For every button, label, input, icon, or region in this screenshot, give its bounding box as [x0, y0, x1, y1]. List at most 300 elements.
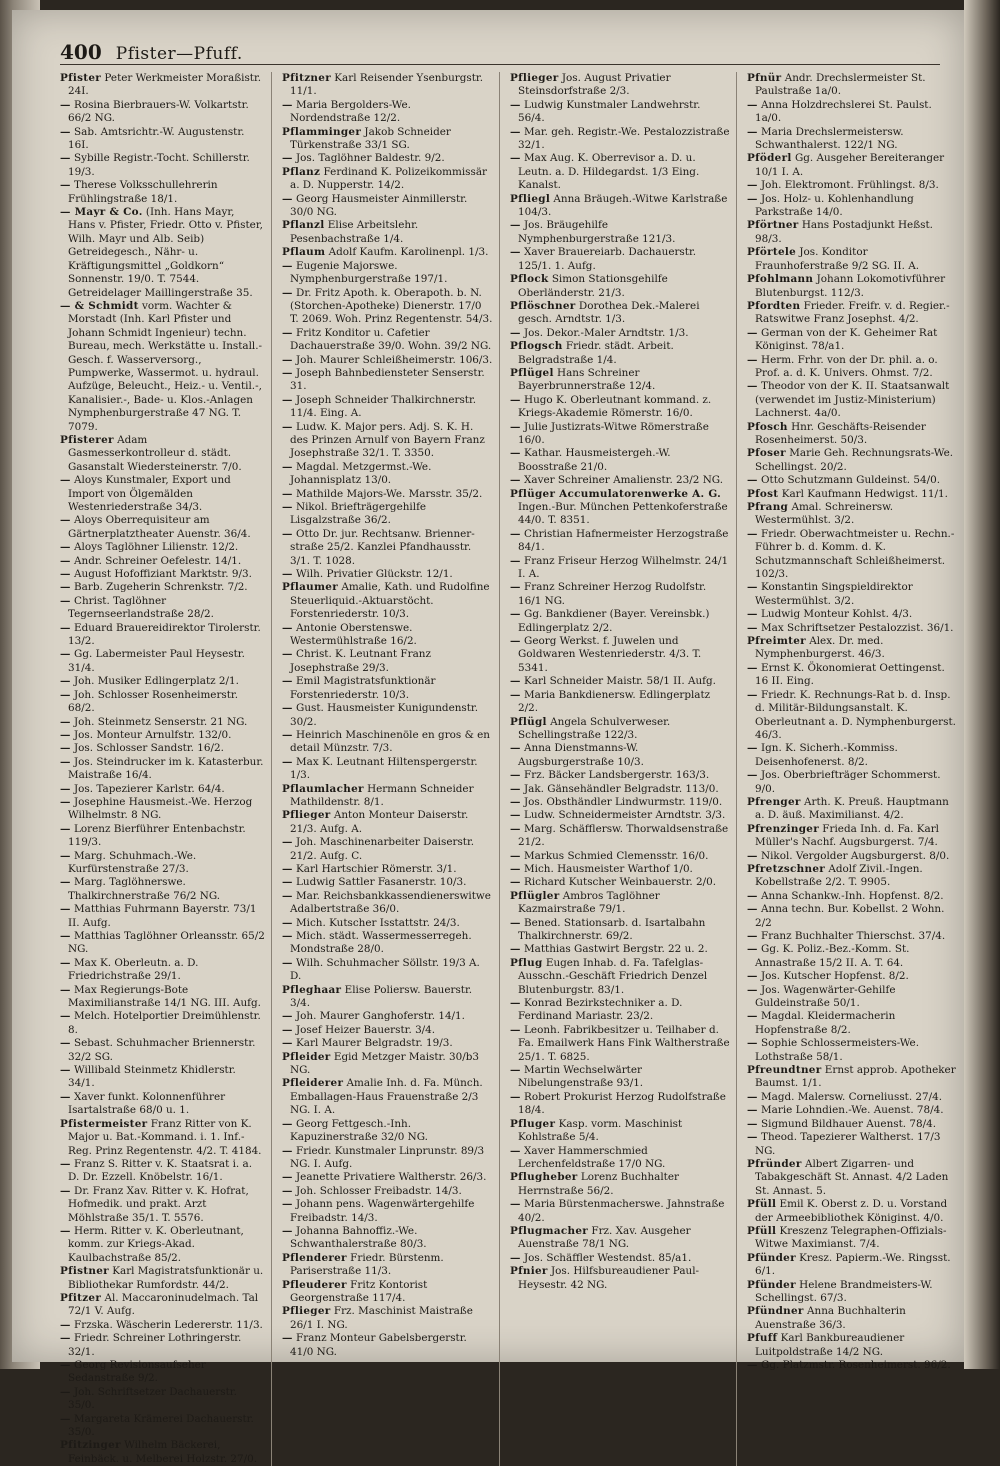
- directory-entry: [747, 488, 961, 501]
- entry-text: Max Schriftsetzer Pestalozzist. 36/1.: [761, 621, 954, 634]
- entry-text: Christian Hafnermeister Herzogstraße 84/1.: [518, 527, 729, 554]
- entry-surname: —: [510, 849, 521, 862]
- entry-text: Friedr. städt. Arbeit. Belgradstraße 1/4.: [518, 340, 674, 366]
- entry-text: Markus Schmied Clemensstr. 16/0.: [524, 849, 709, 862]
- entry-surname: —: [60, 1385, 71, 1398]
- entry-surname: —: [510, 916, 521, 929]
- entry-surname: Pförtner: [747, 219, 799, 232]
- entry-surname: —: [510, 1023, 521, 1036]
- entry-text: Karl Reisender Ysenburgstr. 11/1.: [290, 72, 484, 98]
- entry-surname: —: [747, 353, 758, 366]
- entry-surname: —: [282, 487, 293, 500]
- directory-entry: [510, 1198, 730, 1225]
- entry-text: Anton Monteur Daiserstr. 21/3. Aufg. A.: [290, 809, 469, 835]
- directory-entry: [510, 581, 730, 608]
- entry-text: Wilhelm Bäckerei, Feinbäck. u. Melberei Holzstr. 27/0.: [68, 1439, 258, 1465]
- directory-entry: [510, 246, 730, 273]
- directory-entry: [747, 1225, 961, 1252]
- entry-surname: —: [60, 903, 71, 916]
- directory-entry: [282, 581, 493, 621]
- entry-text: Max K. Oberleutn. a. D. Friedrichstraße 29/1.: [68, 956, 199, 983]
- entry-text: Amalie, Kath. und Rudolfine Steuerliquid.-Aktuarstöcht. Forstenriederstr. 10/3.: [290, 581, 490, 621]
- entry-text: Wilh. Schuhmacher Söllstr. 19/3 A. D.: [290, 956, 480, 983]
- directory-entry: [747, 327, 961, 354]
- entry-text: Joh. Elektromont. Frühlingst. 8/3.: [761, 179, 939, 192]
- entry-surname: Pfreundtner: [747, 1064, 822, 1077]
- entry-surname: —: [282, 192, 293, 205]
- entry-text: Jos. Hilfsbureaudiener Paul-Heysestr. 42 NG.: [518, 1265, 700, 1291]
- entry-surname: —: [60, 1010, 71, 1023]
- entry-text: Dorothea Dek.-Malerei gesch. Arndtstr. 1/3.: [518, 299, 700, 326]
- entry-text: Ludw. K. Major pers. Adj. S. K. H. des Prinzen Arnulf von Bayern Franz Josephstraße 32/1. T. 3350.: [290, 420, 485, 460]
- entry-surname: —: [282, 326, 293, 339]
- entry-text: Kathar. Hausmeistergeh.-W. Boosstraße 21/0.: [518, 447, 671, 473]
- directory-entry: [747, 930, 961, 943]
- entry-surname: Pflug: [510, 956, 543, 969]
- directory-entry: [510, 528, 730, 555]
- entry-surname: —: [282, 366, 293, 379]
- entry-surname: —: [747, 903, 758, 916]
- directory-entry: [747, 193, 961, 220]
- entry-text: Fritz Kontorist Georgenstraße 117/4.: [290, 1278, 428, 1304]
- entry-surname: Pförtele: [747, 246, 797, 259]
- directory-entry: [510, 1091, 730, 1118]
- directory-entry: [747, 421, 961, 448]
- directory-entry: [747, 742, 961, 769]
- entry-text: Theodor von der K. II. Staatsanwalt (verwendet im Justiz-Ministerium) Lachnerst. 4a/0.: [755, 380, 950, 420]
- directory-entry: [510, 635, 730, 675]
- entry-text: Ernst approb. Apotheker Baumst. 1/1.: [755, 1064, 956, 1090]
- entry-surname: —: [282, 527, 293, 540]
- entry-text: Wilh. Privatier Glückstr. 12/1.: [296, 568, 453, 581]
- entry-text: Hans Postadjunkt Heßst. 98/3.: [755, 219, 933, 245]
- entry-surname: —: [282, 259, 293, 272]
- entry-surname: Pfretzschner: [747, 862, 826, 875]
- entry-surname: —: [282, 728, 293, 741]
- directory-entry: [60, 1265, 265, 1292]
- directory-entry: [510, 850, 730, 863]
- entry-surname: —: [60, 930, 71, 942]
- directory-entry: [510, 1252, 730, 1265]
- directory-entry: [747, 152, 961, 179]
- entry-text: Gg. Platzmstr. Rosenheimerst. 96/2.: [761, 1359, 951, 1371]
- entry-text: Frzska. Wäscherin Ledererstr. 11/3.: [74, 1318, 263, 1331]
- entry-surname: —: [60, 98, 71, 111]
- entry-surname: —: [60, 554, 71, 567]
- directory-entry: [60, 675, 265, 688]
- entry-text: Leonh. Fabrikbesitzer u. Teilhaber d. Fa. Emailwerk Hans Fink Waltherstraße 25/1. T. 6825.: [518, 1023, 730, 1063]
- entry-text: Mar. geh. Registr.-We. Pestalozzistraße 32/1.: [518, 125, 730, 152]
- entry-surname: —: [747, 889, 758, 902]
- entry-surname: Pflieger: [510, 72, 559, 84]
- directory-entry: [510, 823, 730, 850]
- entry-text: Joh. Schlosser Freibadstr. 14/3.: [296, 1184, 462, 1197]
- directory-entry: [282, 1252, 493, 1279]
- entry-text: Alex. Dr. med. Nymphenburgerst. 46/3.: [755, 635, 885, 661]
- entry-text: Antonie Oberstenswe. Westermühlstraße 16/2.: [290, 621, 417, 648]
- directory-entry: [510, 474, 730, 487]
- entry-text: (Inh. Hans Mayr, Hans v. Pfister, Friedr. Otto v. Pfister, Wilh. Mayr und Alb. Seib) Getreidegesch., Nähr- u. Kräftigungsmittel „Goldkorn“ Sonnenstr. 19/0. T. 7544. Getreidelager Maillingerstraße 35.: [68, 206, 263, 299]
- entry-text: Jos. Dekor.-Maler Arndtstr. 1/3.: [524, 326, 689, 339]
- entry-surname: —: [282, 836, 293, 849]
- entry-text: Peter Werkmeister Moraßistr. 24I.: [68, 72, 262, 98]
- entry-surname: Pfitzer: [60, 1291, 102, 1304]
- entry-text: Bened. Stationsarb. d. Isartalbahn Thalkirchnerstr. 69/2.: [518, 916, 706, 942]
- directory-entry: [282, 367, 493, 394]
- directory-entry: [747, 380, 961, 420]
- entry-text: Eugen Inhab. d. Fa. Tafelglas-Ausschn.-Geschäft Friedrich Denzel Blutenburgstr. 83/1.: [518, 956, 708, 996]
- directory-entry: [282, 488, 493, 501]
- directory-entry: [60, 1158, 265, 1185]
- entry-text: Mich. städt. Wassermesserregeh. Mondstraße 28/0.: [290, 930, 472, 956]
- directory-entry: [510, 99, 730, 126]
- entry-surname: —: [60, 742, 71, 755]
- entry-surname: —: [60, 514, 71, 527]
- directory-entry: [60, 1292, 265, 1319]
- directory-entry: [510, 367, 730, 394]
- entry-surname: —: [510, 246, 521, 259]
- directory-entry: [60, 957, 265, 984]
- entry-text: Adam Gasmesserkontrolleur d. städt. Gasanstalt Wiedersteinerstr. 7/0.: [68, 433, 242, 473]
- entry-text: Aloys Oberrequisiteur am Gärtnerplatztheater Auenstr. 36/4.: [68, 514, 251, 540]
- entry-surname: —: [747, 983, 758, 996]
- directory-entry: [60, 555, 265, 568]
- entry-text: Xaver funkt. Kolonnenführer Isartalstraße 68/0 u. 1.: [68, 1090, 226, 1117]
- entry-text: Maria Bürstenmacherswe. Jahnstraße 40/2.: [518, 1198, 725, 1224]
- directory-entry: [510, 943, 730, 956]
- directory-entry: [282, 1279, 493, 1306]
- directory-entry: [60, 850, 265, 877]
- entry-text: Hugo K. Oberleutnant kommand. z. Kriegs-Akademie Römerstr. 16/0.: [518, 393, 712, 420]
- directory-entry: [747, 246, 961, 273]
- entry-surname: —: [510, 675, 521, 688]
- directory-entry: [282, 246, 493, 259]
- entry-surname: —: [747, 326, 758, 339]
- directory-entry: [747, 984, 961, 1011]
- entry-text: Hans Schreiner Bayerbrunnerstraße 12/4.: [518, 366, 656, 393]
- directory-entry: [747, 126, 961, 153]
- directory-entry: [510, 1024, 730, 1064]
- directory-entry: [510, 421, 730, 448]
- directory-entry: [510, 394, 730, 421]
- entry-text: Mich. Hausmeister Warthof 1/0.: [524, 862, 693, 875]
- entry-surname: —: [60, 1318, 71, 1331]
- entry-surname: —: [747, 581, 758, 594]
- entry-surname: —: [510, 326, 521, 339]
- directory-entry: [747, 635, 961, 662]
- directory-entry: [60, 796, 265, 823]
- entry-surname: —: [747, 192, 758, 205]
- directory-entry: [60, 1359, 265, 1386]
- entry-surname: —: [510, 527, 521, 540]
- entry-text: Matthias Gastwirt Bergstr. 22 u. 2.: [524, 943, 708, 956]
- entry-surname: —: [510, 876, 521, 889]
- entry-surname: —: [60, 1090, 71, 1103]
- entry-text: Franz Friseur Herzog Wilhelmstr. 24/1 I. A.: [518, 554, 729, 581]
- directory-entry: [60, 568, 265, 581]
- directory-entry: [282, 957, 493, 984]
- entry-text: Josephine Hausmeist.-We. Herzog Wilhelmstr. 8 NG.: [68, 795, 253, 822]
- entry-text: Otto Schutzmann Guldeinst. 54/0.: [761, 474, 941, 487]
- entry-surname: —: [747, 179, 758, 192]
- entry-surname: —: [60, 849, 71, 862]
- entry-text: Kresz. Papierm.-We. Ringsst. 6/1.: [755, 1251, 951, 1278]
- directory-entry: [510, 1118, 730, 1145]
- entry-surname: Pfohlmann: [747, 273, 814, 286]
- directory-entry: [60, 72, 265, 99]
- directory-entry: [282, 930, 493, 957]
- directory-entry: [282, 1145, 493, 1172]
- entry-text: Friedr. Oberwachtmeister u. Rechn.-Führer b. d. Komm. d. K. Schutzmannschaft Schleißheimerst. 102/3.: [755, 527, 955, 581]
- page-header: [60, 28, 940, 65]
- directory-entry: [510, 1225, 730, 1252]
- directory-entry: [510, 783, 730, 796]
- directory-entry: [747, 1359, 961, 1372]
- entry-text: Arth. K. Preuß. Hauptmann a. D. äuß. Maximilianst. 4/2.: [755, 795, 949, 822]
- entry-text: Maria Bankdienersw. Edlingerplatz 2/2.: [518, 688, 711, 715]
- directory-entry: [60, 99, 265, 126]
- directory-entry: [282, 394, 493, 421]
- entry-surname: Pfnier: [510, 1265, 548, 1278]
- entry-text: Christ. Taglöhner Tegernseerlandstraße 28/2.: [68, 594, 214, 621]
- entry-text: Sab. Amtsrichtr.-W. Augustenstr. 16I.: [68, 125, 245, 152]
- directory-entry: [60, 206, 265, 300]
- directory-entry: [60, 179, 265, 206]
- entry-text: Anna Holzdrechslerei St. Paulst. 1a/0.: [755, 98, 932, 125]
- entry-surname: —: [60, 1412, 71, 1425]
- entry-text: Ferdinand K. Polizeikommissär a. D. Nupperstr. 14/2.: [290, 165, 487, 192]
- directory-entry: [747, 943, 961, 970]
- entry-surname: Pflamminger: [282, 125, 362, 138]
- entry-text: Kreszenz Telegraphen-Offizials-Witwe Maximianst. 7/4.: [755, 1224, 947, 1251]
- entry-surname: —: [747, 621, 758, 634]
- entry-surname: —: [60, 648, 71, 661]
- directory-entry: [510, 809, 730, 822]
- entry-text: Mathilde Majors-We. Marsstr. 35/2.: [296, 487, 483, 500]
- entry-surname: Pfisterer: [60, 433, 114, 446]
- entry-surname: —: [60, 179, 71, 192]
- entry-surname: Pfüll: [747, 1198, 777, 1211]
- entry-text: Dr. Franz Xav. Ritter v. K. Hofrat, Hofmedik. und prakt. Arzt Möhlstraße 35/1. T. 5576.: [68, 1184, 249, 1224]
- directory-entry: [282, 166, 493, 193]
- entry-text: Gg. K. Poliz.-Bez.-Komm. St. Annastraße 15/2 II. A. T. 64.: [755, 943, 910, 969]
- entry-text: Ambros Taglöhner Kazmairstraße 79/1.: [518, 889, 660, 916]
- entry-surname: —: [60, 621, 71, 634]
- entry-surname: —: [747, 1359, 758, 1371]
- directory-entry: [60, 783, 265, 796]
- entry-surname: —: [510, 152, 521, 165]
- entry-surname: —: [510, 1144, 521, 1157]
- directory-entry: [282, 1037, 493, 1050]
- entry-surname: Pfleghaar: [282, 983, 342, 996]
- directory-entry: [747, 1279, 961, 1306]
- entry-text: Ludwig Monteur Kohlst. 4/3.: [761, 608, 913, 621]
- directory-entry: [747, 970, 961, 983]
- entry-surname: Pflanzl: [282, 219, 325, 232]
- entry-text: Ign. K. Sicherh.-Kommiss. Deisenhofenerst. 8/2.: [755, 742, 898, 768]
- entry-text: Xaver Brauereiarb. Dachauerstr. 125/1. 1. Aufg.: [518, 246, 697, 272]
- entry-text: Karl Hartschier Römerstr. 3/1.: [296, 862, 457, 875]
- directory-entry: [510, 340, 730, 367]
- directory-entry: [510, 1145, 730, 1172]
- entry-text: Franz Monteur Gabelsbergerstr. 41/0 NG.: [290, 1332, 467, 1358]
- directory-entry: [282, 675, 493, 702]
- entry-surname: Pfliegl: [510, 192, 551, 205]
- entry-surname: —: [510, 219, 521, 232]
- entry-text: Gg. Ausgeher Bereiteranger 10/1 I. A.: [755, 152, 945, 178]
- entry-surname: —: [60, 715, 71, 728]
- entry-text: Jakob Schneider Türkenstraße 33/1 SG.: [290, 125, 451, 152]
- directory-entry: [282, 1118, 493, 1145]
- directory-entry: [60, 1386, 265, 1413]
- entry-surname: —: [747, 769, 758, 782]
- entry-surname: —: [510, 782, 521, 795]
- directory-entry: [60, 474, 265, 514]
- entry-text: Matthias Fuhrmann Bayerstr. 73/1 II. Aufg.: [68, 903, 257, 929]
- entry-text: Karl Kaufmann Hedwigst. 11/1.: [781, 487, 948, 500]
- entry-text: Andr. Schreiner Oefelestr. 14/1.: [74, 554, 242, 567]
- directory-entry: [510, 876, 730, 889]
- directory-entry: [282, 1185, 493, 1198]
- entry-text: Anna Buchhalterin Auenstraße 36/3.: [755, 1305, 906, 1331]
- entry-text: Eduard Brauereidirektor Tirolerstr. 13/2.: [68, 621, 261, 648]
- entry-surname: Pfündner: [747, 1305, 804, 1318]
- entry-text: Jos. Tapezierer Karlstr. 64/4.: [74, 782, 225, 795]
- directory-entry: [747, 528, 961, 582]
- directory-entry: [747, 863, 961, 890]
- entry-text: Joseph Bahnbediensteter Senserstr. 31.: [290, 366, 485, 393]
- entry-surname: —: [282, 1332, 293, 1345]
- entry-text: Jos. Bräugehilfe Nymphenburgerstraße 121/3.: [518, 219, 676, 245]
- directory-entry: [60, 742, 265, 755]
- entry-surname: Pfleider: [282, 1050, 331, 1063]
- directory-entry: [747, 72, 961, 99]
- entry-text: Jos. Holz- u. Kohlenhandlung Parkstraße 14/0.: [755, 192, 914, 219]
- entry-text: Karl Bankbureaudiener Luitpoldstraße 14/2 NG.: [755, 1332, 905, 1358]
- entry-surname: Pflieger: [282, 809, 331, 822]
- entry-text: Anna Dienstmanns-W. Augsburgerstraße 10/3.: [518, 742, 644, 768]
- entry-surname: —: [747, 98, 758, 111]
- entry-text: Xaver Schreiner Amalienstr. 23/2 NG.: [524, 474, 724, 487]
- directory-entry: [282, 1305, 493, 1332]
- entry-surname: Pfünder: [747, 1278, 796, 1291]
- directory-entry: [60, 1091, 265, 1118]
- entry-text: Anna Schankw.-Inh. Hopfenst. 8/2.: [761, 889, 944, 902]
- entry-text: Joh. Maschinenarbeiter Daiserstr. 21/2. Aufg. C.: [290, 836, 475, 862]
- directory-entry: [510, 1265, 730, 1292]
- entry-surname: —: [510, 447, 521, 460]
- entry-surname: —: [282, 393, 293, 406]
- entry-text: Joh. Musiker Edlingerplatz 2/1.: [74, 675, 239, 688]
- entry-text: Sybille Registr.-Tocht. Schillerstr. 19/3.: [68, 152, 250, 178]
- entry-surname: —: [282, 1224, 293, 1237]
- entry-text: Jos. Schäffler Westendst. 85/a1.: [524, 1251, 692, 1264]
- directory-entry: [282, 783, 493, 810]
- entry-text: Hermann Schneider Mathildenstr. 8/1.: [290, 782, 474, 808]
- entry-text: Elise Arbeitslehr. Pesenbachstraße 1/4.: [290, 219, 419, 245]
- entry-surname: —: [60, 675, 71, 688]
- directory-entry: [282, 836, 493, 863]
- entry-surname: —: [747, 943, 758, 956]
- directory-entry: [747, 581, 961, 608]
- entry-surname: —: [282, 876, 293, 889]
- entry-surname: —: [747, 1010, 758, 1023]
- entry-text: Andr. Drechslermeister St. Paulstraße 1a/0.: [755, 72, 926, 98]
- entry-text: Friedr. Kunstmaler Linprunstr. 89/3 NG. I. Aufg.: [290, 1144, 485, 1170]
- entry-surname: —: [60, 688, 71, 701]
- directory-entry: [282, 152, 493, 165]
- entry-surname: —: [60, 1184, 71, 1197]
- directory-entry: [282, 1198, 493, 1225]
- directory-entry: [60, 756, 265, 783]
- column-2: [282, 72, 500, 1466]
- entry-surname: Pflaumer: [282, 581, 338, 594]
- directory-entry: [747, 1158, 961, 1198]
- directory-entry: [510, 152, 730, 192]
- directory-entry: [282, 1024, 493, 1037]
- entry-surname: Pflügler: [510, 889, 560, 902]
- directory-entry: [510, 689, 730, 716]
- entry-surname: —: [282, 889, 293, 902]
- directory-entry: [60, 823, 265, 850]
- entry-text: Johann pens. Wagenwärtergehilfe Freibadstr. 14/3.: [290, 1198, 475, 1224]
- directory-entry: [747, 219, 961, 246]
- entry-text: Aloys Taglöhner Lilienstr. 12/2.: [74, 541, 239, 554]
- entry-surname: —: [282, 621, 293, 634]
- entry-text: Matthias Taglöhner Orleansstr. 65/2 NG.: [68, 930, 265, 956]
- directory-entry: [60, 622, 265, 649]
- entry-surname: —: [510, 1090, 521, 1103]
- entry-surname: Pfoser: [747, 447, 786, 460]
- directory-entry: [510, 796, 730, 809]
- entry-surname: Pfleiderer: [282, 1077, 344, 1090]
- entry-surname: —: [282, 1037, 293, 1050]
- entry-surname: Pflaum: [282, 246, 326, 259]
- directory-entry: [282, 1010, 493, 1023]
- entry-surname: Pfitzner: [282, 72, 331, 84]
- entry-surname: —: [282, 420, 293, 433]
- entry-text: Maria Drechslermeistersw. Schwanthalerst. 122/1 NG.: [755, 125, 904, 152]
- entry-surname: —: [60, 728, 71, 741]
- directory-entry: [510, 917, 730, 944]
- entry-text: Egid Metzger Maistr. 30/b3 NG.: [290, 1050, 479, 1077]
- entry-surname: — & Schmidt: [60, 299, 139, 312]
- directory-entry: [747, 769, 961, 796]
- entry-text: Ludw. Schneidermeister Arndtstr. 3/3.: [524, 809, 726, 822]
- entry-text: Christ. K. Leutnant Franz Josephstraße 29/3.: [290, 648, 431, 674]
- entry-surname: —: [510, 98, 521, 111]
- entry-surname: Pfreimter: [747, 635, 806, 648]
- entry-surname: Pflüger Accumulatorenwerke A. G.: [510, 487, 722, 500]
- entry-surname: —: [747, 125, 758, 138]
- entry-text: Frz. Bäcker Landsbergerstr. 163/3.: [524, 769, 710, 782]
- column-3: [510, 72, 737, 1466]
- entry-text: Anna techn. Bur. Kobellst. 2 Wohn. 2/2: [755, 903, 945, 929]
- entry-surname: —: [282, 862, 293, 875]
- directory-entry: [510, 890, 730, 917]
- entry-surname: —: [510, 943, 521, 956]
- entry-text: Josef Heizer Bauerstr. 3/4.: [296, 1023, 436, 1036]
- directory-entry: [282, 917, 493, 930]
- entry-text: Gust. Hausmeister Kunigundenstr. 30/2.: [290, 702, 479, 728]
- directory-entry: [60, 300, 265, 434]
- directory-entry: [747, 1252, 961, 1279]
- entry-text: Barb. Zugeherin Schrenkstr. 7/2.: [74, 581, 248, 594]
- entry-text: Georg Werkst. f. Juwelen und Goldwaren Westenriederstr. 4/3. T. 5341.: [518, 635, 702, 674]
- directory-entry: [510, 675, 730, 688]
- directory-entry: [510, 273, 730, 300]
- entry-surname: Pflügl: [510, 715, 547, 728]
